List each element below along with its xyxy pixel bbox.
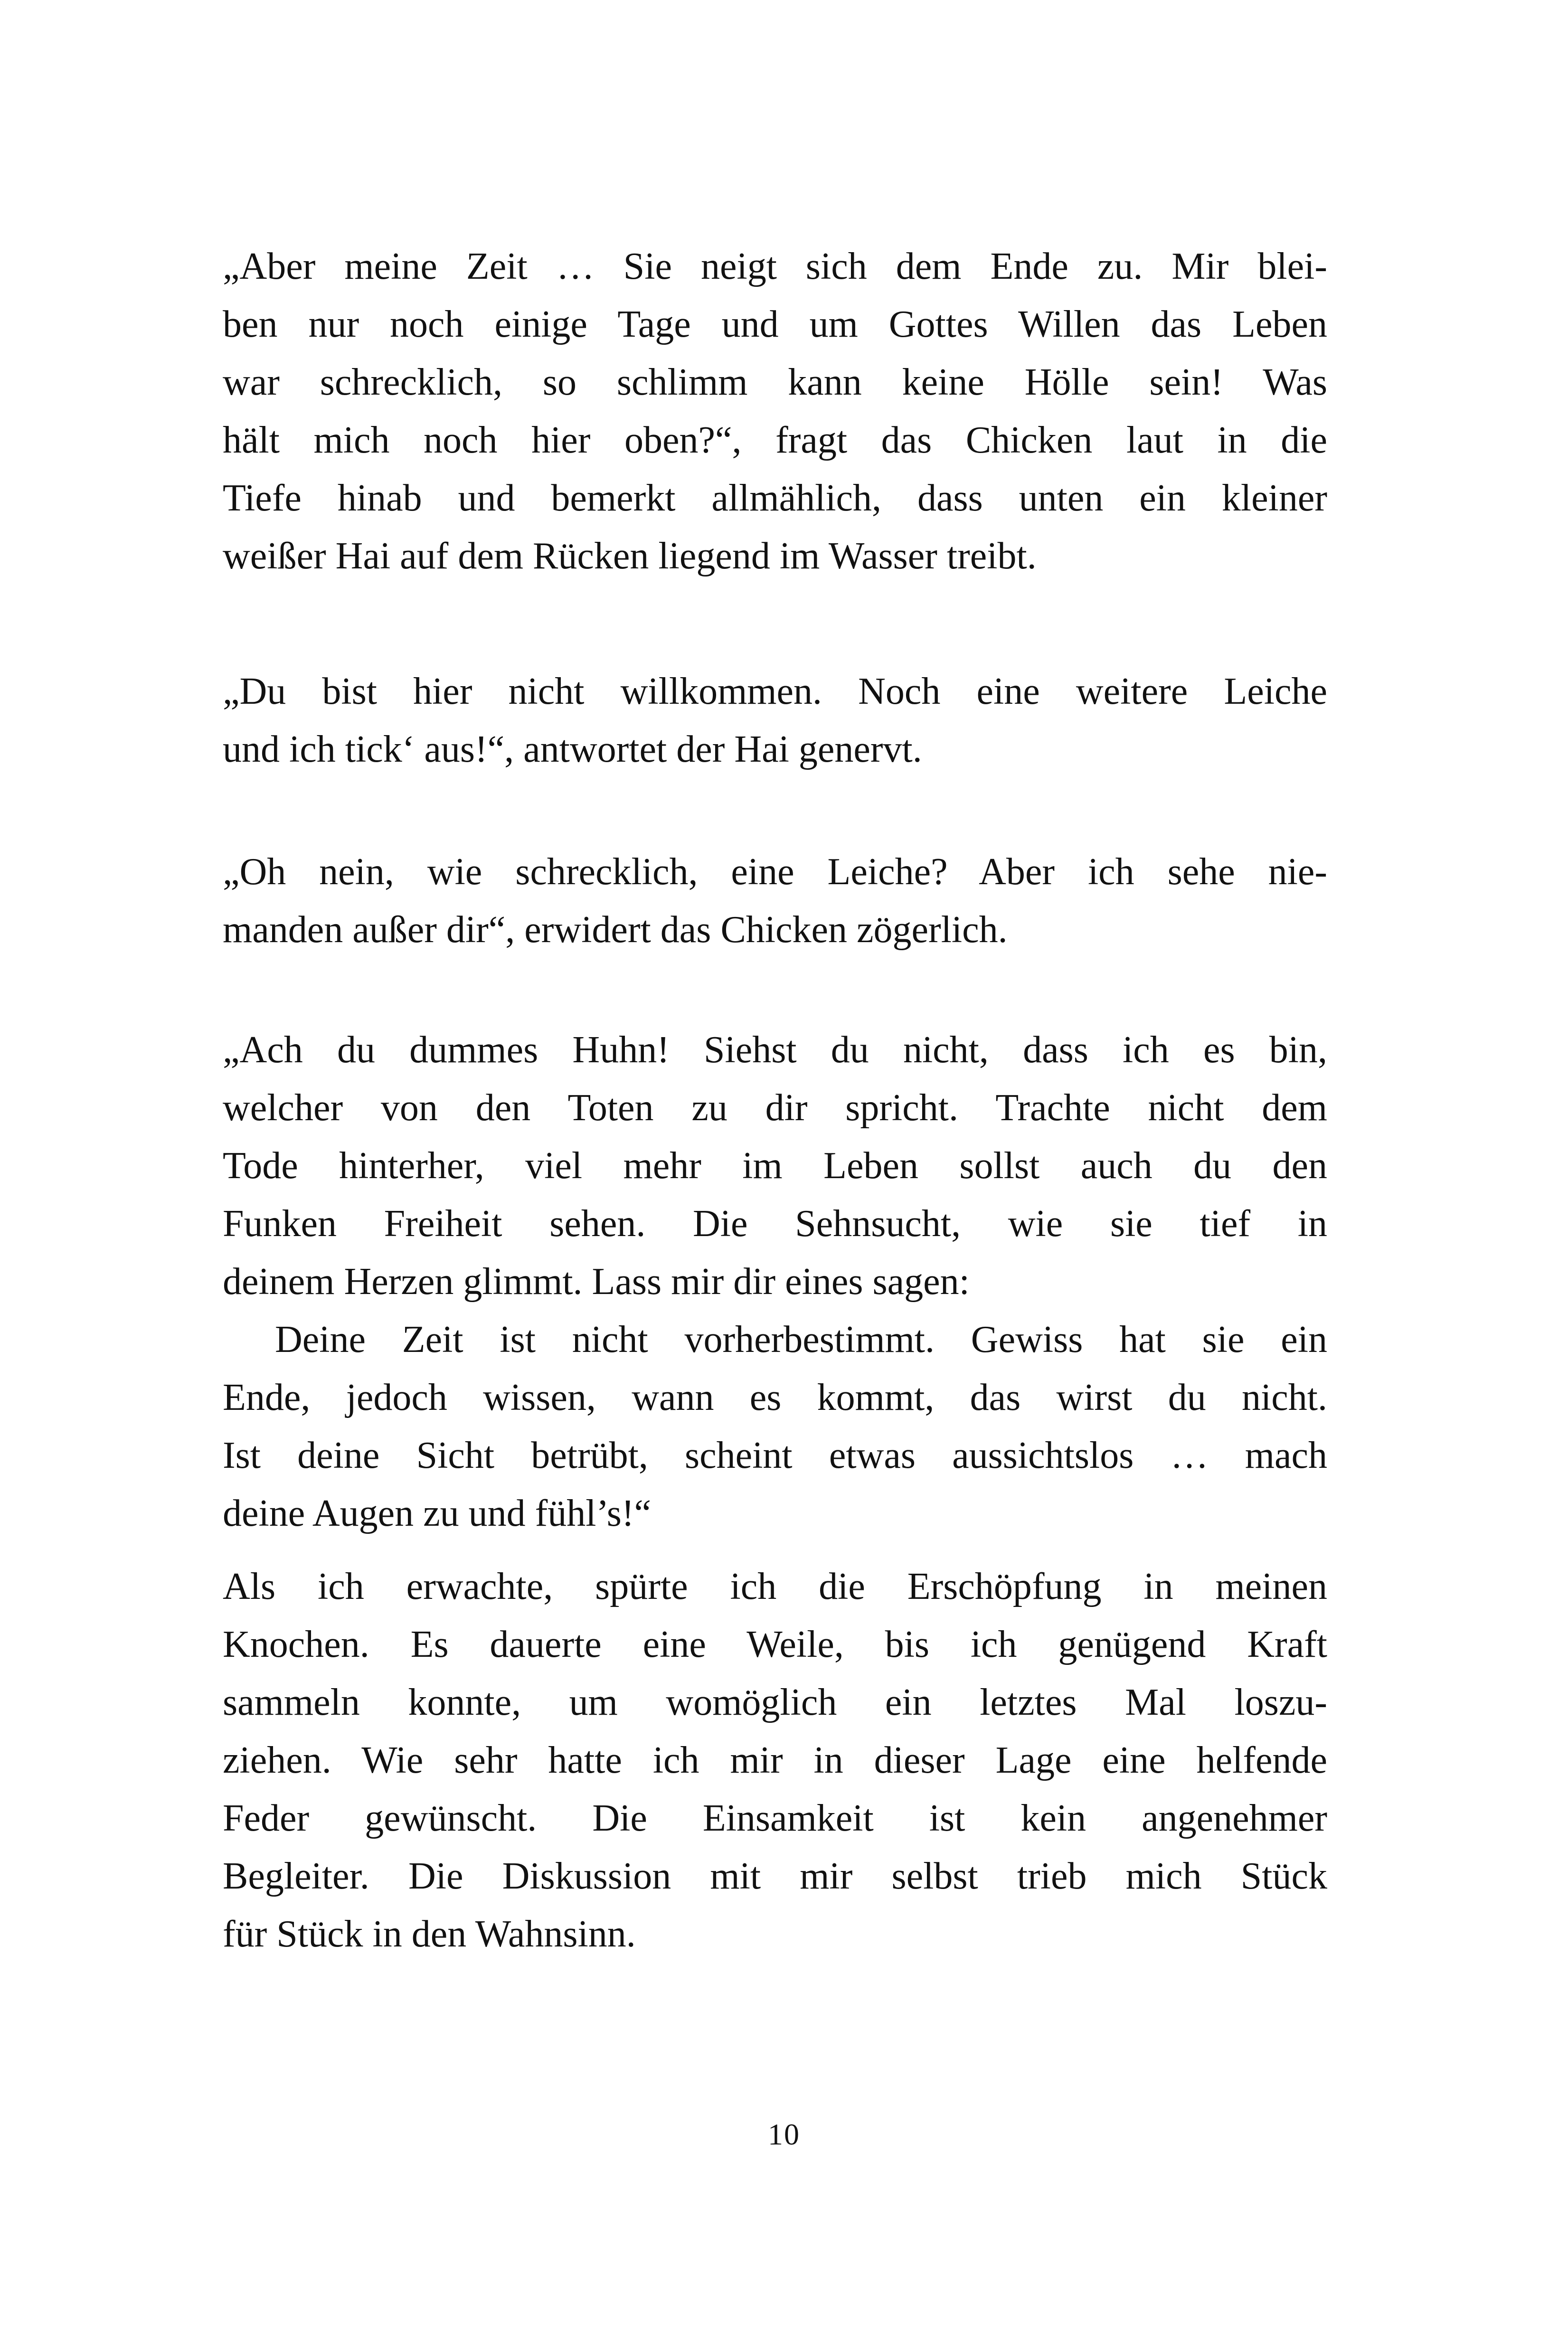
- text-line: deinem Herzen glimmt. Lass mir dir eines sagen:: [223, 1261, 970, 1303]
- text-line: „Oh nein, wie schrecklich, eine Leiche? Aber ich sehe nie-: [223, 851, 1327, 893]
- paragraph-3: [223, 843, 1327, 959]
- text-line: ben nur noch einige Tage und um Gottes Willen das Leben: [223, 303, 1327, 345]
- text-line: deine Augen zu und fühl’s!“: [223, 1492, 651, 1534]
- text-line: „Ach du dummes Huhn! Siehst du nicht, dass ich es bin,: [223, 1029, 1327, 1071]
- text-line: Deine Zeit ist nicht vorherbestimmt. Gewiss hat sie ein: [275, 1319, 1327, 1360]
- text-line: Begleiter. Die Diskussion mit mir selbst trieb mich Stück: [223, 1855, 1327, 1897]
- paragraph-2: [223, 662, 1327, 778]
- text-line: hält mich noch hier oben?“, fragt das Chicken laut in die: [223, 419, 1327, 461]
- text-line: „Aber meine Zeit … Sie neigt sich dem Ende zu. Mir blei-: [223, 246, 1327, 287]
- text-line: war schrecklich, so schlimm kann keine Hölle sein! Was: [223, 361, 1327, 403]
- text-line: und ich tick‘ aus!“, antwortet der Hai genervt.: [223, 728, 922, 770]
- text-line: sammeln konnte, um womöglich ein letztes Mal loszu-: [223, 1681, 1327, 1723]
- text-line: Ende, jedoch wissen, wann es kommt, das wirst du nicht.: [223, 1377, 1327, 1418]
- text-line: Funken Freiheit sehen. Die Sehnsucht, wie sie tief in: [223, 1203, 1327, 1245]
- text-line: weißer Hai auf dem Rücken liegend im Wasser treibt.: [223, 535, 1037, 577]
- text-line: Feder gewünscht. Die Einsamkeit ist kein angenehmer: [223, 1797, 1327, 1839]
- paragraph-5: [223, 1558, 1327, 1963]
- paragraph-4: [223, 1021, 1327, 1542]
- text-line: „Du bist hier nicht willkommen. Noch eine weitere Leiche: [223, 671, 1327, 712]
- text-line: Tode hinterher, viel mehr im Leben sollst auch du den: [223, 1145, 1327, 1187]
- paragraph-1: [223, 237, 1327, 585]
- text-line: Als ich erwachte, spürte ich die Erschöpfung in meinen: [223, 1566, 1327, 1607]
- text-line: Tiefe hinab und bemerkt allmählich, dass unten ein kleiner: [223, 477, 1327, 519]
- text-line: welcher von den Toten zu dir spricht. Trachte nicht dem: [223, 1087, 1327, 1129]
- text-line: Ist deine Sicht betrübt, scheint etwas aussichtslos … mach: [223, 1435, 1327, 1476]
- text-line: manden außer dir“, erwidert das Chicken zögerlich.: [223, 909, 1008, 951]
- text-line: für Stück in den Wahnsinn.: [223, 1913, 636, 1955]
- text-line: ziehen. Wie sehr hatte ich mir in dieser Lage eine helfende: [223, 1739, 1327, 1781]
- text-line: Knochen. Es dauerte eine Weile, bis ich genügend Kraft: [223, 1624, 1327, 1665]
- page-number: 10: [768, 2117, 800, 2151]
